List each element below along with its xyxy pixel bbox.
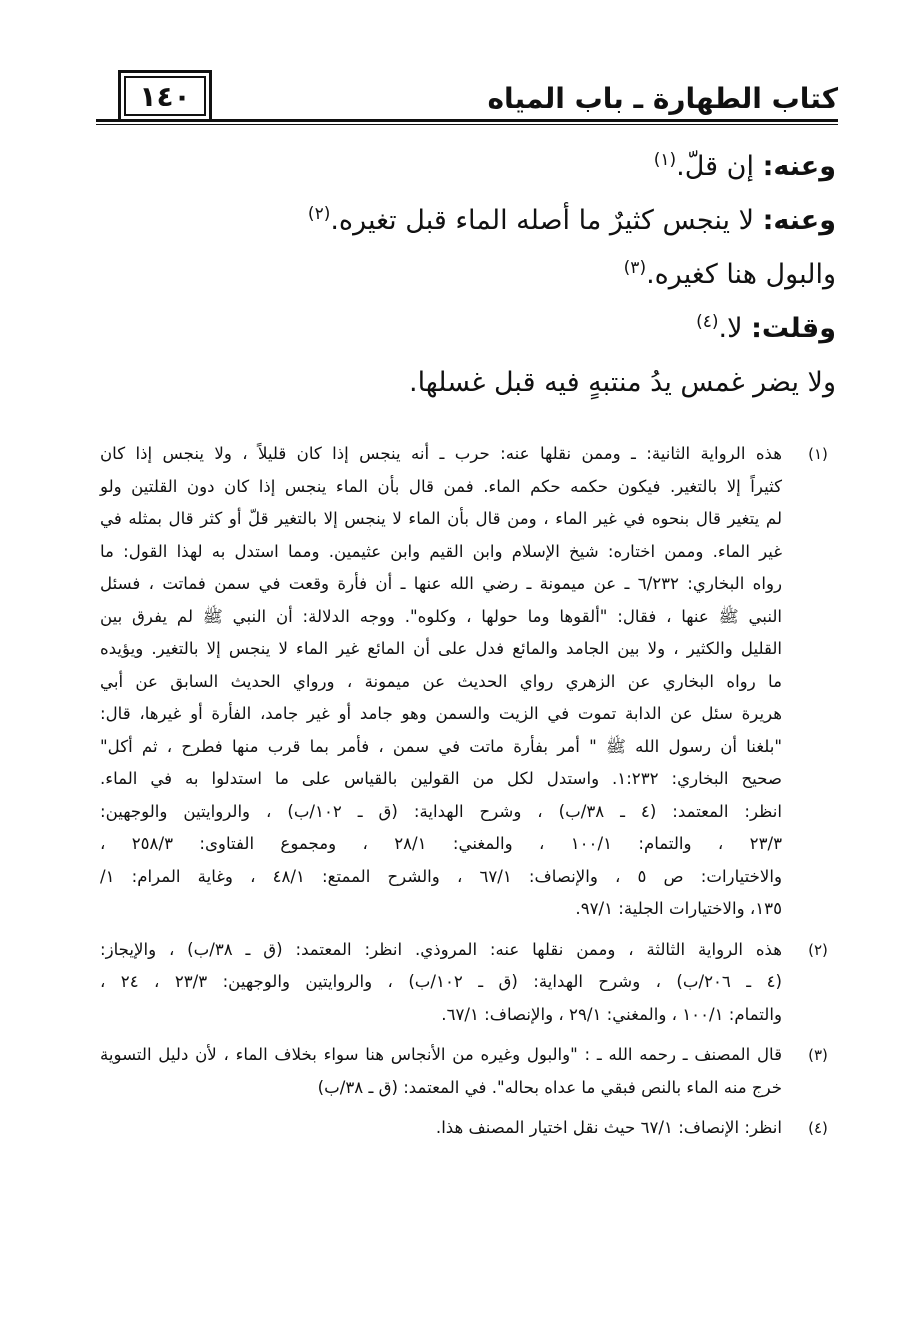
main-line-5 xyxy=(116,356,836,410)
footnote-line: صحيح البخاري: ١:٢٣٢. واستدل لكل من القولين بالقياس على ما استدلوا به في الماء. xyxy=(100,769,782,788)
header-rule xyxy=(96,119,838,122)
footnote-line: (٤ ـ ٢٠٦/ب) ، وشرح الهداية: (ق ـ ١٠٢/ب) ، والروايتين والوجهين: ٢٣/٣ ، ٢٤ ، xyxy=(100,972,782,991)
page-number: ١٤٠ xyxy=(118,70,212,122)
line-text: والبول هنا كغيره. xyxy=(646,259,836,290)
footnote-line: رواه البخاري: ٦/٢٣٢ ـ عن ميمونة ـ رضي الله عنها ـ أن فأرة وقعت في سمن فماتت ، فسئل xyxy=(100,574,782,593)
footnote-line: هذه الرواية الثانية: ـ وممن نقلها عنه: حرب ـ أنه ينجس إذا كان قليلاً ، ولا ينجس إذا كان xyxy=(100,444,782,463)
footnote-number: (٤) xyxy=(808,1119,828,1137)
footnote-number: (٢) xyxy=(808,940,828,959)
line-lead: وعنه: xyxy=(762,151,836,182)
footnote-ref: (٣) xyxy=(623,258,647,278)
footnote-line: والاختيارات: ص ٥ ، والإنصاف: ٦٧/١ ، والشرح الممتع: ٤٨/١ ، وغاية المرام: ١/ xyxy=(100,866,782,886)
footnote-line: هذه الرواية الثالثة ، وممن نقلها عنه: المروذي. انظر: المعتمد: (ق ـ ٣٨/ب) ، والإيجاز: xyxy=(100,939,783,959)
line-text: لا. xyxy=(718,313,752,344)
footnote-ref: (١) xyxy=(653,150,677,170)
line-text: لا ينجس كثيرٌ ما أصله الماء قبل تغيره. xyxy=(330,205,763,236)
footnote-1 xyxy=(100,438,838,926)
footnote-line: انظر: المعتمد: (٤ ـ ٣٨/ب) ، وشرح الهداية: (ق ـ ١٠٢/ب) ، والروايتين والوجهين: xyxy=(100,801,782,821)
footnote-number: (٣) xyxy=(808,1046,828,1064)
footnote-line: غير الماء. وممن اختاره: شيخ الإسلام وابن القيم وابن عثيمين. ومما استدل به لهذا القول: ما xyxy=(100,541,782,561)
footnote-line: خرج منه الماء بالنص فبقي ما عداه بحاله". في المعتمد: (ق ـ ٣٨/ب) xyxy=(317,1077,782,1097)
footnote-2 xyxy=(100,934,838,1032)
footnote-line: قال المصنف ـ رحمه الله ـ : "والبول وغيره من الأنجاس هنا سواء بخلاف الماء ، لأن دليل التسوية xyxy=(100,1045,782,1064)
main-line-1 xyxy=(116,140,836,194)
footnote-line: ٢٣/٣ ، والتمام: ١٠٠/١ ، والمغني: ٢٨/١ ، ومجموع الفتاوى: ٢٥٨/٣ ، xyxy=(100,834,782,853)
footnote-line: هريرة سئل عن الدابة تموت في الزيت والسمن وهو جامد أو غير جامد، الفأرة أو غيرها، قال: xyxy=(100,704,782,723)
line-lead: وعنه: xyxy=(762,205,836,236)
line-text: إن قلّ. xyxy=(676,151,763,182)
footnotes xyxy=(100,438,838,1153)
footnote-line: القليل والكثير ، ولا بين الجامد والمائع فدل على أن المائع غير الماء لا ينجس إلا بالتغير. ويؤيده xyxy=(100,639,782,658)
footnote-line: كثيراً إلا بالتغير. فيكون حكمه حكم الماء. فمن قال بأن الماء ينجس إذا كان دون القلتين ولو xyxy=(100,476,782,496)
main-text xyxy=(116,140,836,410)
running-title: كتاب الطهارة ـ باب المياه xyxy=(487,82,838,115)
footnote-line: ١٣٥، والاختيارات الجلية: ٩٧/١. xyxy=(575,899,782,918)
footnote-line: لم يتغير قال بنحوه في غير الماء ، ومن قال بأن الماء لا ينجس إلا بالتغير قلّ أو كثر قال بمثله في xyxy=(100,509,782,528)
footnote-3 xyxy=(100,1039,838,1104)
footnote-4 xyxy=(100,1112,838,1145)
footnote-ref: (٤) xyxy=(696,312,719,332)
footnote-number: (١) xyxy=(808,445,828,463)
footnote-line: النبي ﷺ عنها ، فقال: "ألقوها وما حولها ، وكلوه". ووجه الدلالة: أن النبي ﷺ لم يفرق بين xyxy=(100,606,782,626)
main-line-3 xyxy=(116,248,836,302)
footnote-line: ما رواه البخاري عن الزهري رواي الحديث عن ميمونة ، ورواي الحديث السابق عن أبي xyxy=(100,671,782,691)
line-text: ولا يضر غمس يدُ منتبهٍ فيه قبل غسلها. xyxy=(409,367,836,398)
footnote-line: "بلغنا أن رسول الله ﷺ " أمر بفأرة ماتت في سمن ، فأمر بما قرب منها فطرح ، ثم أكل" xyxy=(100,736,782,756)
footnote-line: والتمام: ١٠٠/١ ، والمغني: ٢٩/١ ، والإنصاف: ٦٧/١. xyxy=(441,1004,782,1024)
header-rule-thin xyxy=(96,124,838,125)
footnote-ref: (٢) xyxy=(307,204,331,224)
main-line-2 xyxy=(116,194,836,248)
line-lead: وقلت: xyxy=(751,313,836,344)
main-line-4 xyxy=(116,302,836,356)
footnote-line: انظر: الإنصاف: ٦٧/١ حيث نقل اختيار المصنف هذا. xyxy=(435,1118,782,1137)
